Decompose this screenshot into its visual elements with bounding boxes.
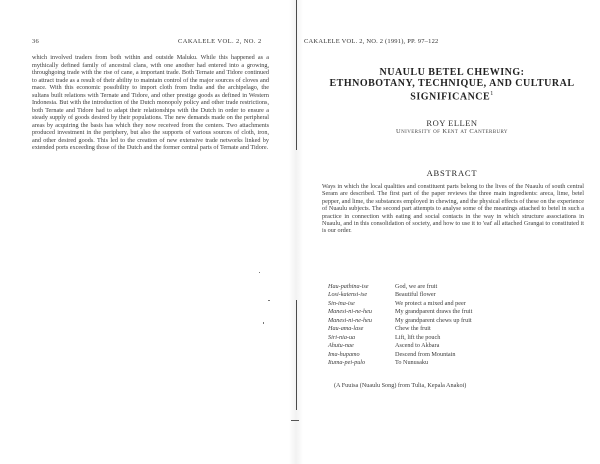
scan-speck	[268, 300, 270, 301]
gloss-row	[328, 317, 578, 325]
gutter-line	[296, 300, 297, 410]
gloss-meaning: My grandparent chews up fruit	[395, 316, 472, 324]
song-gloss-table	[328, 283, 578, 368]
gloss-row	[328, 291, 578, 299]
song-attribution: (A Fuuisa (Nuaulu Song) from Tulia, Kepala Anakoi)	[334, 382, 467, 389]
scan-speck	[263, 322, 264, 324]
gloss-term: Manesi-ni-ne-heu	[328, 316, 372, 324]
left-page	[0, 0, 296, 464]
gloss-term: Hau-ama-lase	[328, 325, 364, 333]
gloss-row	[328, 334, 578, 342]
gutter-line	[296, 0, 297, 150]
article-title-line: NUAULU BETEL CHEWING:	[379, 67, 525, 78]
body-paragraph: which involved traders from both within and outside Maluku. While this happened as a mythically defined family of ancestral clans, with one another had entered into a growing, throughgoing trade with the rise of cane, a important trade. Both Ternate and Tidore continued to attract trade as a result of their ability to maintain control of the major sources of cloves and mace. With this economic possibility to import cloth from India and the archipelago, the sultans built relations with Ternate and Tidore, and other prestige goods as defined in Western Indonesia. But with the introduction of the Dutch monopoly policy and other trade restrictions, both Ternate and Tidore had to adapt their relationships with the Dutch in order to ensure a steady supply of goods desired by their populations. The new demands made on the peripheral areas by acquiring the basis has which they now received from the centers. Two attachments produced investment in the periphery, but also the supports of various sources of cloth, iron, and other desired goods. This led to the creation of new extensive trade networks linked by extended ports exceeding those of the Dutch and the former central parts of Ternate and Tidore.	[32, 54, 269, 152]
gloss-meaning: My grandparent draws the fruit	[395, 308, 473, 316]
gloss-meaning: Chew the fruit	[395, 325, 431, 333]
gloss-term: Ima-hupamo	[328, 350, 360, 358]
gloss-meaning: To Nunusaku	[395, 359, 429, 367]
gloss-meaning: We protect a mixed and peer	[395, 299, 466, 307]
gloss-meaning: God, we are fruit	[395, 283, 438, 290]
gloss-term: Sin-ina-ise	[328, 299, 355, 307]
gloss-row	[328, 351, 578, 359]
author-name: ROY ELLEN	[426, 118, 478, 128]
scan-speck	[291, 420, 299, 421]
gloss-term: Ahutu-nae	[328, 342, 354, 350]
gloss-term: Siri-nia-ua	[328, 333, 356, 341]
gloss-meaning: Descend from Mountain	[395, 350, 456, 358]
gloss-row	[328, 325, 578, 333]
footnote-marker: 1	[490, 91, 494, 97]
right-page	[300, 0, 600, 464]
gloss-meaning: Beautiful flower	[395, 291, 436, 299]
article-title-line: ETHNOBOTANY, TECHNIQUE, AND CULTURAL	[329, 78, 575, 89]
gloss-row	[328, 342, 578, 350]
abstract-heading: ABSTRACT	[426, 168, 478, 178]
scan-speck	[259, 272, 260, 273]
gloss-row	[328, 308, 578, 316]
gloss-row	[328, 283, 578, 291]
gloss-term: Manesi-ni-ne-heu	[328, 308, 372, 316]
running-head: CAKALELE VOL. 2, NO. 2 (1991), PP. 97–122	[304, 38, 439, 45]
gloss-meaning: Ascend to Akbara	[395, 342, 440, 350]
gloss-term: Ituma-pei-pulo	[328, 359, 366, 367]
page-number: 36	[32, 38, 39, 45]
gloss-term: Losi-kaiensi-ise	[328, 291, 368, 299]
gloss-term: Hau-pathina-ise	[328, 283, 369, 290]
gloss-row	[328, 359, 578, 367]
gloss-row	[328, 300, 578, 308]
running-head: CAKALELE VOL. 2, NO. 2	[178, 38, 262, 45]
article-title-line: SIGNIFICANCE$^1$	[410, 91, 494, 103]
gloss-meaning: Lift, lift the pouch	[395, 333, 441, 341]
abstract-text: Ways in which the local qualities and constituent parts belong to the lives of the Nuaulu of south central Seram are described. The first part of the paper reviews the three main ingredients: areca, lime, betel pepper, and lime, the substances employed in chewing, and the physical effects of these on the experience of Nuaulu subjects. The second part attempts to analyse some of the meanings attached to betel in such a practice in connection with eating and social contacts in the way in which structure associations in Nuaulu, and in this consolidation of society, and how to use it to 'eat' all attached Grangai to constituted it is our order.	[322, 183, 584, 235]
author-affiliation: University of Kent at Canterbury	[396, 128, 508, 135]
